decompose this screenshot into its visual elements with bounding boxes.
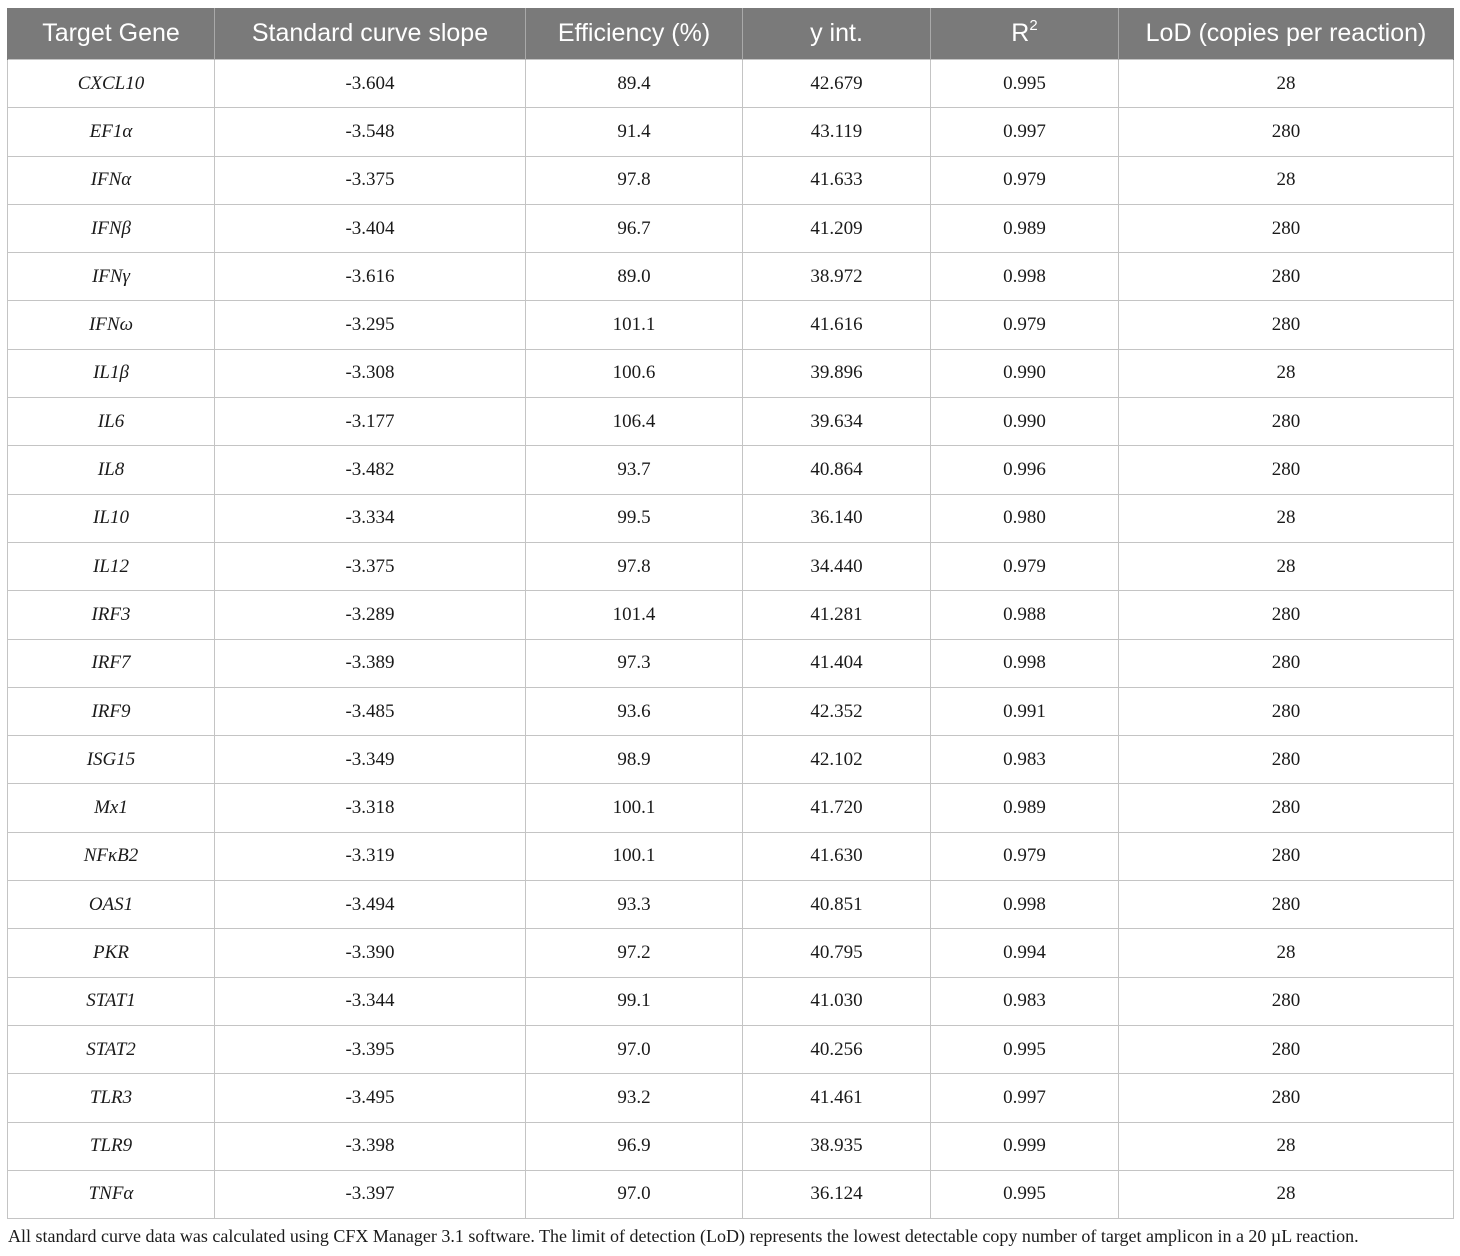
cell-r-squared: 0.994 <box>931 929 1119 977</box>
cell-lod: 280 <box>1119 446 1454 494</box>
cell-lod: 28 <box>1119 1122 1454 1170</box>
cell-efficiency: 91.4 <box>526 108 743 156</box>
cell-y-intercept: 43.119 <box>743 108 931 156</box>
cell-target-gene: IRF7 <box>8 639 215 687</box>
cell-r-squared: 0.990 <box>931 349 1119 397</box>
cell-lod: 280 <box>1119 301 1454 349</box>
cell-slope: -3.349 <box>215 736 526 784</box>
header-r-squared-base: R <box>1011 19 1030 47</box>
cell-target-gene: TNFα <box>8 1170 215 1218</box>
cell-slope: -3.177 <box>215 398 526 446</box>
cell-y-intercept: 42.102 <box>743 736 931 784</box>
table-footnote: All standard curve data was calculated using CFX Manager 3.1 software. The limit of detection (LoD) represents the lowest detectable copy number of target amplicon in a 20 µL reaction. <box>8 1226 1359 1246</box>
cell-lod: 280 <box>1119 253 1454 301</box>
cell-target-gene: IFNβ <box>8 204 215 252</box>
cell-efficiency: 93.2 <box>526 1074 743 1122</box>
cell-target-gene: TLR3 <box>8 1074 215 1122</box>
cell-target-gene: IL6 <box>8 398 215 446</box>
cell-r-squared: 0.988 <box>931 591 1119 639</box>
cell-slope: -3.318 <box>215 784 526 832</box>
cell-efficiency: 97.0 <box>526 1170 743 1218</box>
header-row <box>8 8 1454 60</box>
cell-lod: 280 <box>1119 398 1454 446</box>
cell-target-gene: IFNω <box>8 301 215 349</box>
cell-y-intercept: 41.633 <box>743 156 931 204</box>
cell-r-squared: 0.979 <box>931 301 1119 349</box>
cell-y-intercept: 36.124 <box>743 1170 931 1218</box>
cell-y-intercept: 40.851 <box>743 881 931 929</box>
header-lod: LoD (copies per reaction) <box>1119 8 1454 60</box>
cell-efficiency: 99.5 <box>526 494 743 542</box>
cell-y-intercept: 38.972 <box>743 253 931 301</box>
cell-lod: 28 <box>1119 1170 1454 1218</box>
cell-efficiency: 99.1 <box>526 977 743 1025</box>
header-efficiency: Efficiency (%) <box>526 8 743 60</box>
table-row <box>8 542 1454 590</box>
table-row <box>8 446 1454 494</box>
cell-r-squared: 0.998 <box>931 881 1119 929</box>
header-r-squared-superscript: 2 <box>1029 17 1038 34</box>
cell-target-gene: STAT1 <box>8 977 215 1025</box>
table-row <box>8 929 1454 977</box>
table-row <box>8 736 1454 784</box>
cell-slope: -3.390 <box>215 929 526 977</box>
cell-lod: 280 <box>1119 687 1454 735</box>
cell-lod: 28 <box>1119 349 1454 397</box>
cell-efficiency: 97.3 <box>526 639 743 687</box>
table-row <box>8 1122 1454 1170</box>
cell-efficiency: 96.7 <box>526 204 743 252</box>
cell-slope: -3.397 <box>215 1170 526 1218</box>
cell-efficiency: 89.0 <box>526 253 743 301</box>
cell-r-squared: 0.979 <box>931 156 1119 204</box>
cell-y-intercept: 41.461 <box>743 1074 931 1122</box>
table-row <box>8 591 1454 639</box>
table-row <box>8 1074 1454 1122</box>
cell-slope: -3.616 <box>215 253 526 301</box>
cell-target-gene: ISG15 <box>8 736 215 784</box>
cell-slope: -3.494 <box>215 881 526 929</box>
cell-lod: 280 <box>1119 108 1454 156</box>
cell-target-gene: IL1β <box>8 349 215 397</box>
cell-slope: -3.319 <box>215 832 526 880</box>
cell-slope: -3.485 <box>215 687 526 735</box>
cell-y-intercept: 39.896 <box>743 349 931 397</box>
table-row <box>8 156 1454 204</box>
cell-target-gene: IL10 <box>8 494 215 542</box>
cell-efficiency: 93.7 <box>526 446 743 494</box>
table-row <box>8 687 1454 735</box>
cell-lod: 28 <box>1119 929 1454 977</box>
cell-y-intercept: 34.440 <box>743 542 931 590</box>
cell-y-intercept: 41.281 <box>743 591 931 639</box>
cell-lod: 280 <box>1119 639 1454 687</box>
cell-r-squared: 0.995 <box>931 60 1119 108</box>
cell-lod: 280 <box>1119 1074 1454 1122</box>
cell-y-intercept: 42.352 <box>743 687 931 735</box>
cell-y-intercept: 41.030 <box>743 977 931 1025</box>
cell-lod: 28 <box>1119 60 1454 108</box>
table-body <box>8 60 1454 1219</box>
cell-r-squared: 0.998 <box>931 253 1119 301</box>
cell-efficiency: 106.4 <box>526 398 743 446</box>
cell-r-squared: 0.979 <box>931 542 1119 590</box>
cell-r-squared: 0.999 <box>931 1122 1119 1170</box>
cell-slope: -3.395 <box>215 1025 526 1073</box>
cell-slope: -3.398 <box>215 1122 526 1170</box>
cell-target-gene: PKR <box>8 929 215 977</box>
cell-slope: -3.289 <box>215 591 526 639</box>
cell-y-intercept: 41.404 <box>743 639 931 687</box>
cell-efficiency: 101.4 <box>526 591 743 639</box>
table-row <box>8 832 1454 880</box>
cell-y-intercept: 40.256 <box>743 1025 931 1073</box>
cell-r-squared: 0.997 <box>931 1074 1119 1122</box>
cell-lod: 280 <box>1119 204 1454 252</box>
cell-slope: -3.389 <box>215 639 526 687</box>
table-row <box>8 108 1454 156</box>
cell-slope: -3.375 <box>215 156 526 204</box>
cell-r-squared: 0.997 <box>931 108 1119 156</box>
cell-y-intercept: 40.864 <box>743 446 931 494</box>
cell-y-intercept: 41.209 <box>743 204 931 252</box>
cell-target-gene: EF1α <box>8 108 215 156</box>
cell-lod: 280 <box>1119 881 1454 929</box>
table-row <box>8 639 1454 687</box>
table-row <box>8 253 1454 301</box>
cell-lod: 280 <box>1119 977 1454 1025</box>
cell-y-intercept: 39.634 <box>743 398 931 446</box>
cell-target-gene: IL8 <box>8 446 215 494</box>
cell-target-gene: IRF3 <box>8 591 215 639</box>
cell-r-squared: 0.991 <box>931 687 1119 735</box>
standard-curve-table-container <box>7 8 1453 1219</box>
table-row <box>8 349 1454 397</box>
cell-target-gene: STAT2 <box>8 1025 215 1073</box>
table-row <box>8 1025 1454 1073</box>
cell-efficiency: 97.8 <box>526 542 743 590</box>
table-row <box>8 1170 1454 1218</box>
cell-slope: -3.344 <box>215 977 526 1025</box>
cell-r-squared: 0.989 <box>931 784 1119 832</box>
cell-slope: -3.295 <box>215 301 526 349</box>
cell-efficiency: 97.2 <box>526 929 743 977</box>
table-row <box>8 204 1454 252</box>
cell-efficiency: 100.1 <box>526 784 743 832</box>
cell-lod: 280 <box>1119 736 1454 784</box>
cell-r-squared: 0.980 <box>931 494 1119 542</box>
cell-lod: 280 <box>1119 784 1454 832</box>
header-y-intercept: y int. <box>743 8 931 60</box>
cell-slope: -3.334 <box>215 494 526 542</box>
standard-curve-table <box>7 8 1454 1219</box>
cell-efficiency: 97.0 <box>526 1025 743 1073</box>
table-row <box>8 784 1454 832</box>
cell-slope: -3.375 <box>215 542 526 590</box>
cell-efficiency: 101.1 <box>526 301 743 349</box>
cell-r-squared: 0.990 <box>931 398 1119 446</box>
cell-target-gene: Mx1 <box>8 784 215 832</box>
table-row <box>8 398 1454 446</box>
cell-lod: 28 <box>1119 542 1454 590</box>
cell-efficiency: 97.8 <box>526 156 743 204</box>
cell-lod: 280 <box>1119 1025 1454 1073</box>
cell-y-intercept: 41.630 <box>743 832 931 880</box>
cell-slope: -3.604 <box>215 60 526 108</box>
table-row <box>8 977 1454 1025</box>
cell-efficiency: 93.3 <box>526 881 743 929</box>
cell-target-gene: IFNα <box>8 156 215 204</box>
cell-slope: -3.308 <box>215 349 526 397</box>
table-row <box>8 494 1454 542</box>
cell-target-gene: IL12 <box>8 542 215 590</box>
table-row <box>8 301 1454 349</box>
cell-r-squared: 0.998 <box>931 639 1119 687</box>
cell-efficiency: 96.9 <box>526 1122 743 1170</box>
cell-y-intercept: 41.616 <box>743 301 931 349</box>
cell-efficiency: 98.9 <box>526 736 743 784</box>
cell-r-squared: 0.983 <box>931 736 1119 784</box>
cell-efficiency: 100.6 <box>526 349 743 397</box>
cell-target-gene: IRF9 <box>8 687 215 735</box>
cell-y-intercept: 36.140 <box>743 494 931 542</box>
cell-efficiency: 93.6 <box>526 687 743 735</box>
cell-efficiency: 89.4 <box>526 60 743 108</box>
cell-lod: 28 <box>1119 494 1454 542</box>
cell-slope: -3.404 <box>215 204 526 252</box>
cell-target-gene: CXCL10 <box>8 60 215 108</box>
cell-efficiency: 100.1 <box>526 832 743 880</box>
table-row <box>8 881 1454 929</box>
cell-r-squared: 0.995 <box>931 1025 1119 1073</box>
cell-r-squared: 0.979 <box>931 832 1119 880</box>
cell-target-gene: OAS1 <box>8 881 215 929</box>
cell-y-intercept: 42.679 <box>743 60 931 108</box>
cell-lod: 280 <box>1119 832 1454 880</box>
table-row <box>8 60 1454 108</box>
cell-lod: 280 <box>1119 591 1454 639</box>
cell-slope: -3.548 <box>215 108 526 156</box>
header-r-squared <box>931 8 1119 60</box>
cell-y-intercept: 41.720 <box>743 784 931 832</box>
header-slope: Standard curve slope <box>215 8 526 60</box>
cell-r-squared: 0.995 <box>931 1170 1119 1218</box>
cell-slope: -3.482 <box>215 446 526 494</box>
cell-y-intercept: 40.795 <box>743 929 931 977</box>
cell-lod: 28 <box>1119 156 1454 204</box>
cell-y-intercept: 38.935 <box>743 1122 931 1170</box>
cell-target-gene: NFκB2 <box>8 832 215 880</box>
header-target-gene: Target Gene <box>8 8 215 60</box>
cell-slope: -3.495 <box>215 1074 526 1122</box>
cell-target-gene: TLR9 <box>8 1122 215 1170</box>
cell-r-squared: 0.989 <box>931 204 1119 252</box>
cell-r-squared: 0.996 <box>931 446 1119 494</box>
cell-r-squared: 0.983 <box>931 977 1119 1025</box>
cell-target-gene: IFNγ <box>8 253 215 301</box>
